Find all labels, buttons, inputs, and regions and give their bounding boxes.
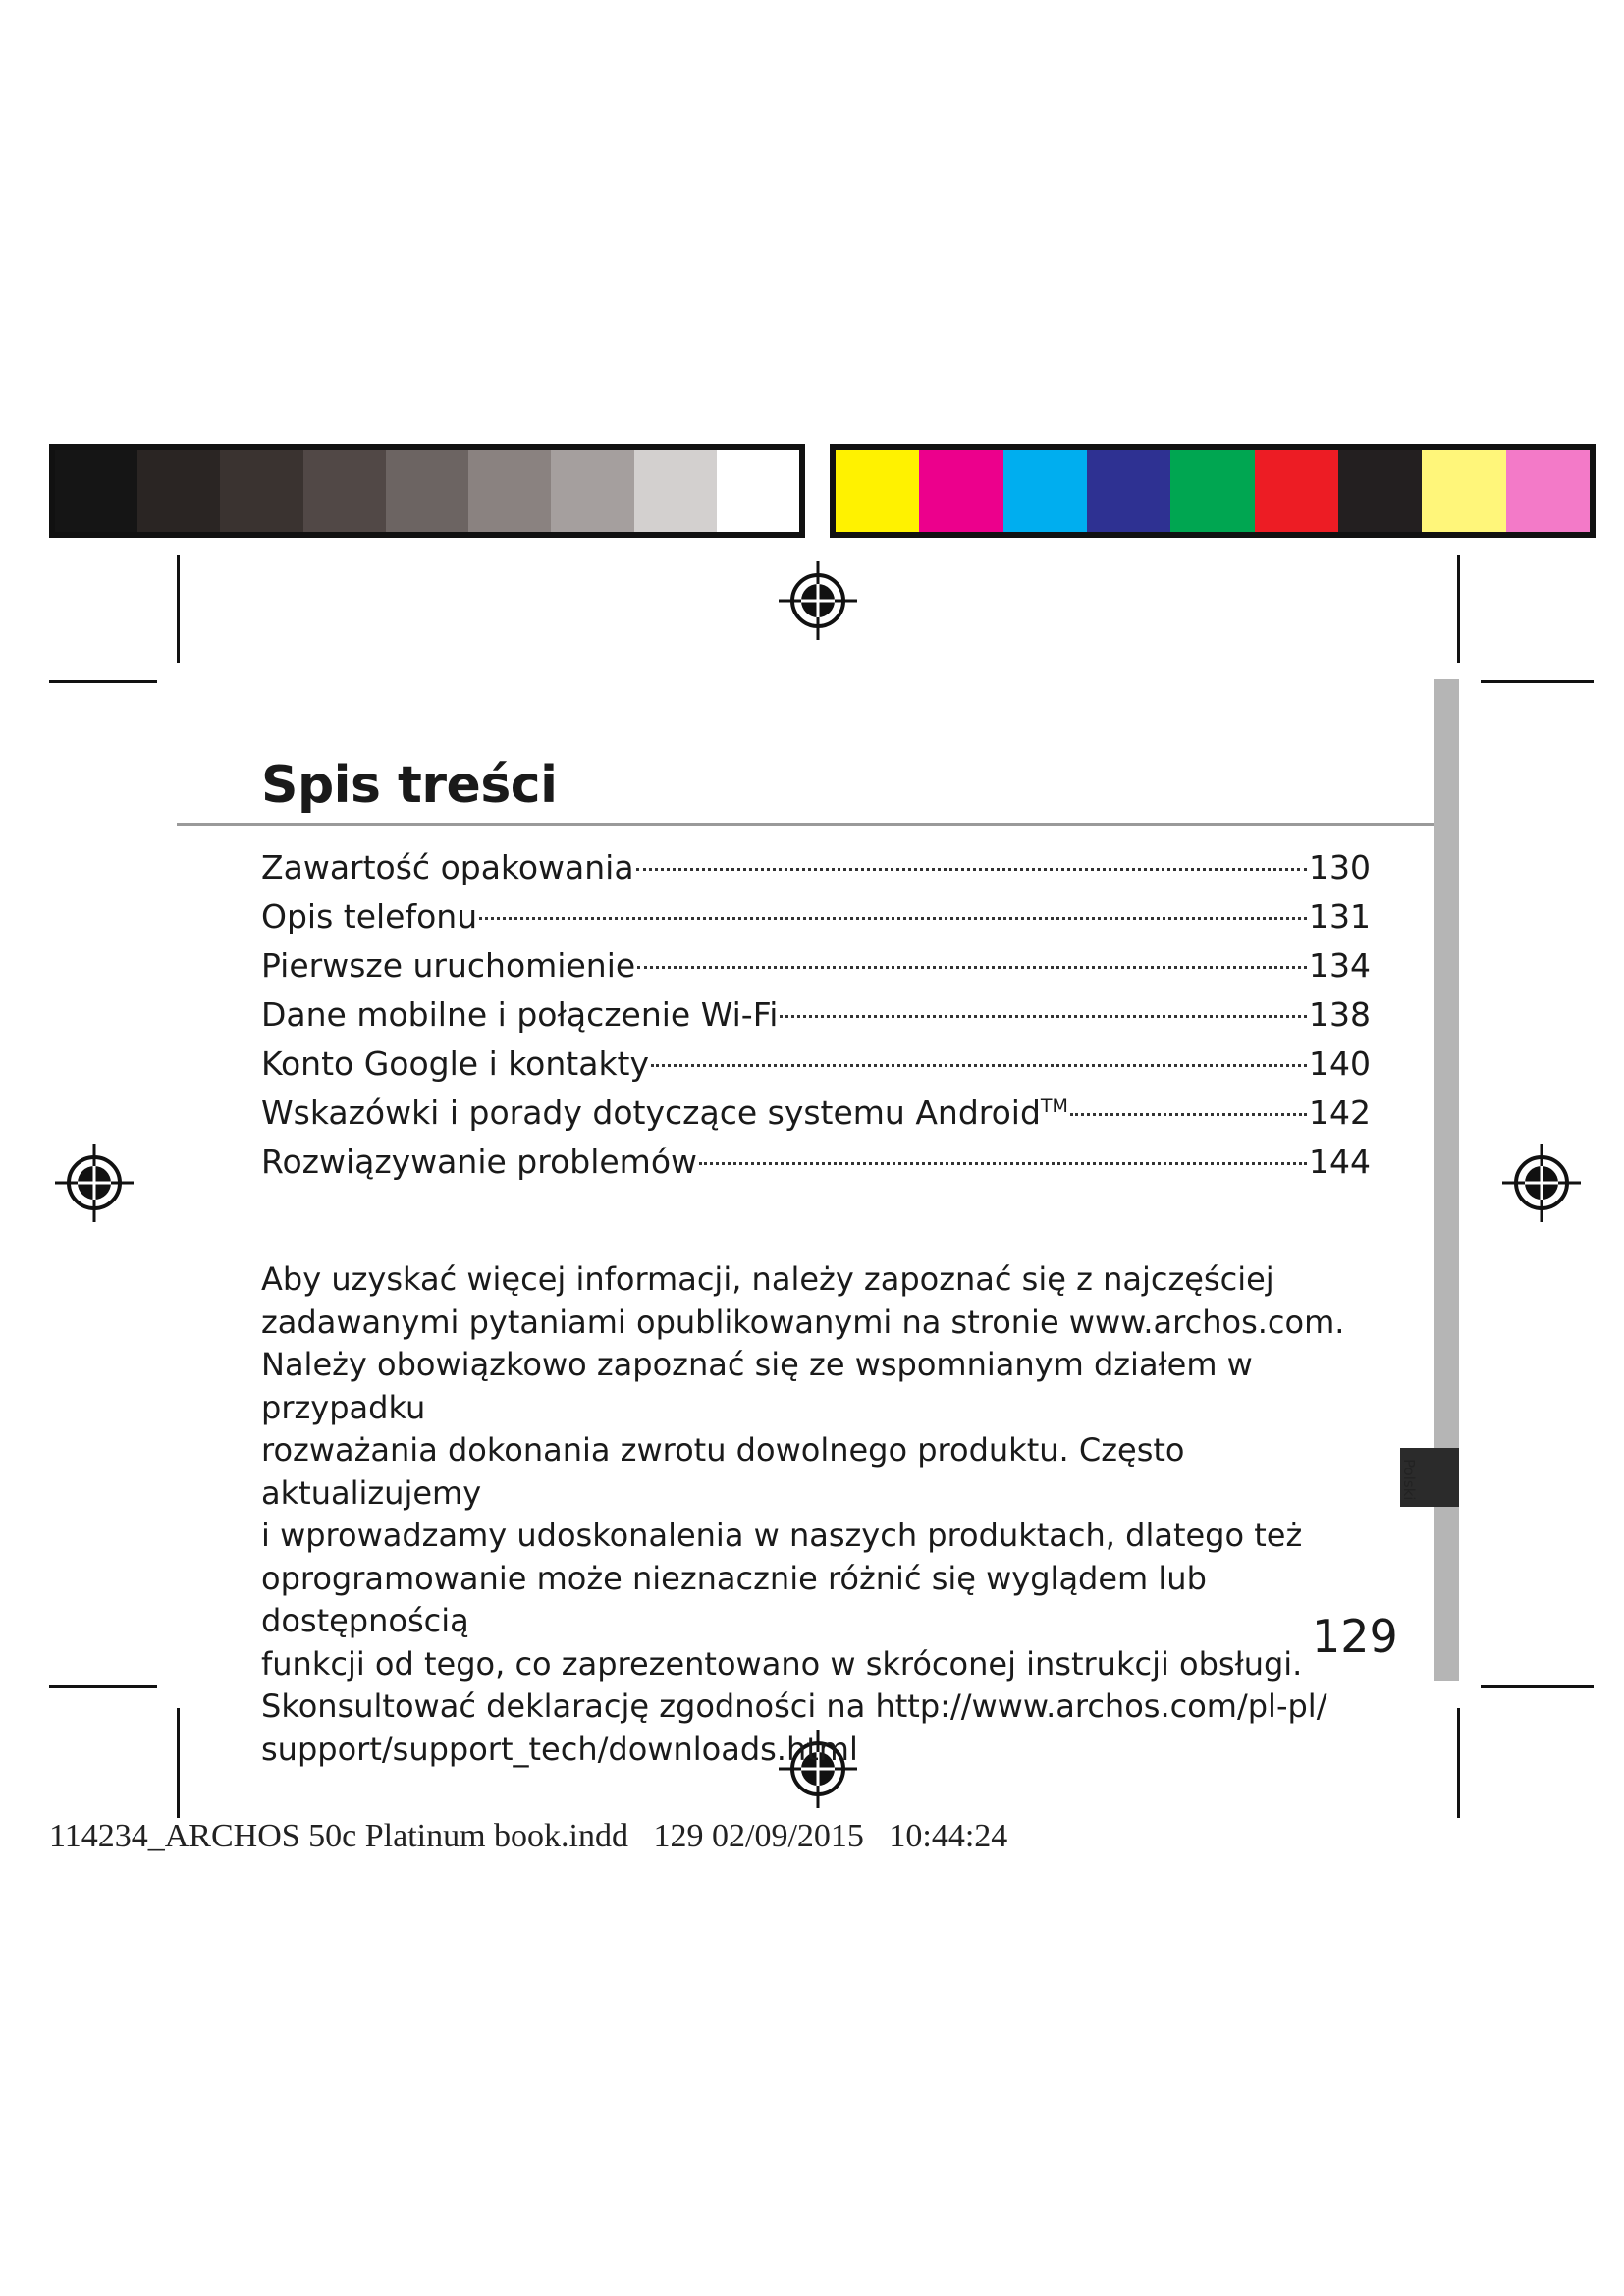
toc-leader-dots xyxy=(780,1015,1307,1018)
color-swatch xyxy=(919,450,1002,532)
toc-entry-label: Wskazówki i porady dotyczące systemu Android™ xyxy=(261,1094,1068,1132)
toc-entry-page: 134 xyxy=(1309,946,1371,985)
color-swatch xyxy=(1087,450,1170,532)
toc-leader-dots xyxy=(636,868,1307,871)
toc-entry[interactable] xyxy=(261,1082,1371,1131)
slug-date: 02/09/2015 xyxy=(712,1818,864,1854)
crop-mark xyxy=(1457,555,1460,663)
registration-mark-icon xyxy=(1502,1144,1581,1222)
color-swatch xyxy=(386,450,468,532)
language-tab-label: Polski xyxy=(1400,1459,1418,1501)
info-paragraph xyxy=(261,1258,1410,1771)
toc-entry[interactable] xyxy=(261,836,1371,885)
color-swatch xyxy=(634,450,717,532)
color-swatch xyxy=(1170,450,1254,532)
color-swatch xyxy=(220,450,302,532)
toc-entry-label: Opis telefonu xyxy=(261,897,478,935)
color-swatch xyxy=(1338,450,1422,532)
slug-page: 129 xyxy=(653,1818,704,1854)
color-swatch xyxy=(836,450,919,532)
crop-mark xyxy=(177,1708,180,1818)
crop-mark xyxy=(1481,1685,1594,1688)
color-swatch xyxy=(55,450,137,532)
toc-entry[interactable] xyxy=(261,934,1371,984)
info-line: rozważania dokonania zwrotu dowolnego produktu. Często aktualizujemy xyxy=(261,1431,1185,1512)
info-line: zadawanymi pytaniami opublikowanymi na stronie www.archos.com. xyxy=(261,1303,1345,1341)
color-swatch xyxy=(137,450,220,532)
color-swatch xyxy=(1422,450,1505,532)
toc-entry-label: Konto Google i kontakty xyxy=(261,1044,650,1083)
crop-mark xyxy=(177,555,180,663)
color-swatch xyxy=(1003,450,1087,532)
color-swatch xyxy=(303,450,386,532)
toc-entry[interactable] xyxy=(261,885,1371,934)
toc-leader-dots xyxy=(651,1064,1307,1067)
toc-entry[interactable] xyxy=(261,1131,1371,1180)
color-swatch xyxy=(1255,450,1338,532)
toc-entry-label: Pierwsze uruchomienie xyxy=(261,946,636,985)
toc-entry-label: Zawartość opakowania xyxy=(261,848,634,886)
crop-mark xyxy=(1481,680,1594,683)
toc-entry-page: 142 xyxy=(1309,1094,1371,1132)
page-number: 129 xyxy=(1312,1610,1398,1663)
grayscale-calibration-bar xyxy=(49,444,805,538)
side-strip xyxy=(1434,679,1459,1681)
toc-entry[interactable] xyxy=(261,984,1371,1033)
toc-leader-dots xyxy=(637,966,1307,969)
info-line: oprogramowanie może nieznacznie różnić się wyglądem lub dostępnością xyxy=(261,1559,1207,1639)
toc-entry-label: Rozwiązywanie problemów xyxy=(261,1143,698,1181)
registration-mark-icon xyxy=(779,561,857,640)
color-swatch xyxy=(1506,450,1590,532)
info-line: support/support_tech/downloads.html xyxy=(261,1730,858,1768)
toc-entry-label: Dane mobilne i połączenie Wi-Fi xyxy=(261,995,779,1034)
crop-mark xyxy=(49,680,157,683)
toc-leader-dots xyxy=(699,1162,1307,1165)
info-line: Aby uzyskać więcej informacji, należy zapoznać się z najczęściej xyxy=(261,1260,1274,1298)
toc-entry[interactable] xyxy=(261,1033,1371,1082)
info-line: i wprowadzamy udoskonalenia w naszych produktach, dlatego też xyxy=(261,1517,1303,1554)
color-swatch xyxy=(551,450,633,532)
info-line: Należy obowiązkowo zapoznać się ze wspomnianym działem w przypadku xyxy=(261,1346,1253,1426)
info-line: funkcji od tego, co zaprezentowano w skróconej instrukcji obsługi. xyxy=(261,1644,1303,1682)
toc-entry-page: 131 xyxy=(1309,897,1371,935)
registration-mark-icon xyxy=(55,1144,134,1222)
slug-file: 114234_ARCHOS 50c Platinum book.indd xyxy=(49,1818,628,1854)
toc-entry-page: 138 xyxy=(1309,995,1371,1034)
print-slug xyxy=(49,1818,1007,1855)
toc-leader-dots xyxy=(1070,1113,1307,1116)
slug-time: 10:44:24 xyxy=(889,1818,1008,1854)
crop-mark xyxy=(1457,1708,1460,1818)
color-calibration-bar xyxy=(830,444,1596,538)
toc-entry-page: 130 xyxy=(1309,848,1371,886)
color-swatch xyxy=(468,450,551,532)
toc-entry-page: 144 xyxy=(1309,1143,1371,1181)
toc-entry-page: 140 xyxy=(1309,1044,1371,1083)
crop-mark xyxy=(49,1685,157,1688)
toc-leader-dots xyxy=(479,917,1307,920)
info-line: Skonsultować deklarację zgodności na http://www.archos.com/pl-pl/ xyxy=(261,1687,1327,1725)
title-divider xyxy=(177,823,1434,826)
page-title: Spis treści xyxy=(261,756,558,815)
table-of-contents xyxy=(261,836,1371,1180)
color-swatch xyxy=(717,450,799,532)
